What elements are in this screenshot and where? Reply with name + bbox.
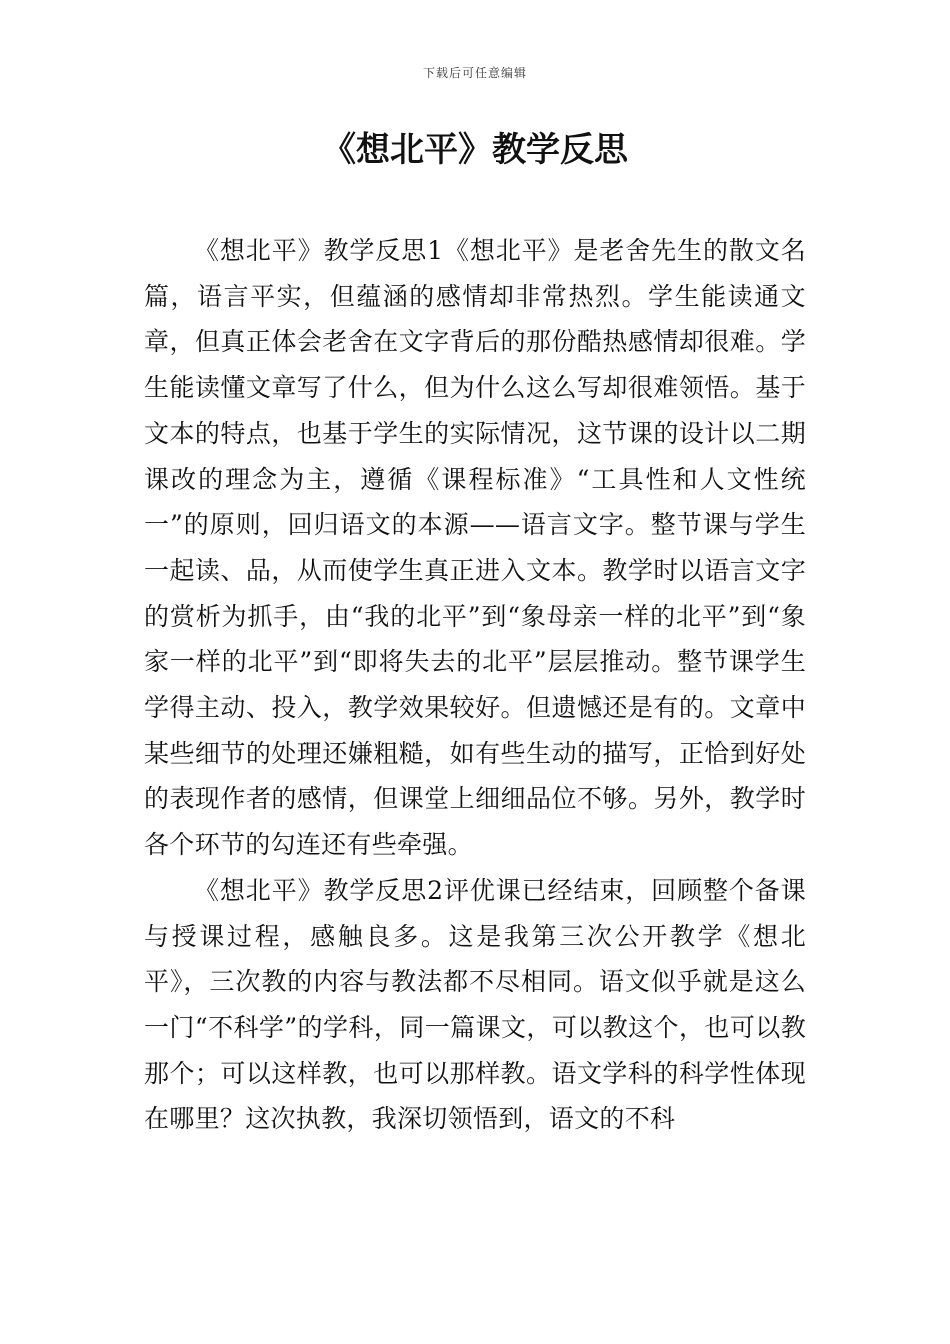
header-note: 下载后可任意编辑 [422,66,527,80]
paragraph-2: 《想北平》教学反思2评优课已经结束，回顾整个备课与授课过程，感触良多。这是我第三次公开教学《想北平》，三次教的内容与教法都不尽相同。语文似乎就是这么一门“不科学”的学科，同一篇课文，可以教这个，也可以教那个；可以这样教，也可以那样教。语文学科的科学性体现在哪里？这次执教，我深切领悟到，语文的不科 [144,875,806,1134]
document-body [144,228,806,1142]
paragraph-1: 《想北平》教学反思1《想北平》是老舍先生的散文名篇，语言平实，但蕴涵的感情却非常热烈。学生能读通文章，但真正体会老舍在文字背后的那份酷热感情却很难。学生能读懂文章写了什么，但为什么这么写却很难领悟。基于文本的特点，也基于学生的实际情况，这节课的设计以二期课改的理念为主，遵循《课程标准》“工具性和人文性统一”的原则，回归语文的本源——语言文字。整节课与学生一起读、品，从而使学生真正进入文本。教学时以语言文字的赏析为抓手，由“我的北平”到“象母亲一样的北平”到“象家一样的北平”到“即将失去的北平”层层推动。整节课学生学得主动、投入，教学效果较好。但遗憾还是有的。文章中某些细节的处理还嫌粗糙，如有些生动的描写，正恰到好处的表现作者的感情，但课堂上细细品位不够。另外，教学时各个环节的勾连还有些牵强。 [144,236,806,860]
document-title: 《想北平》教学反思 [322,130,628,170]
